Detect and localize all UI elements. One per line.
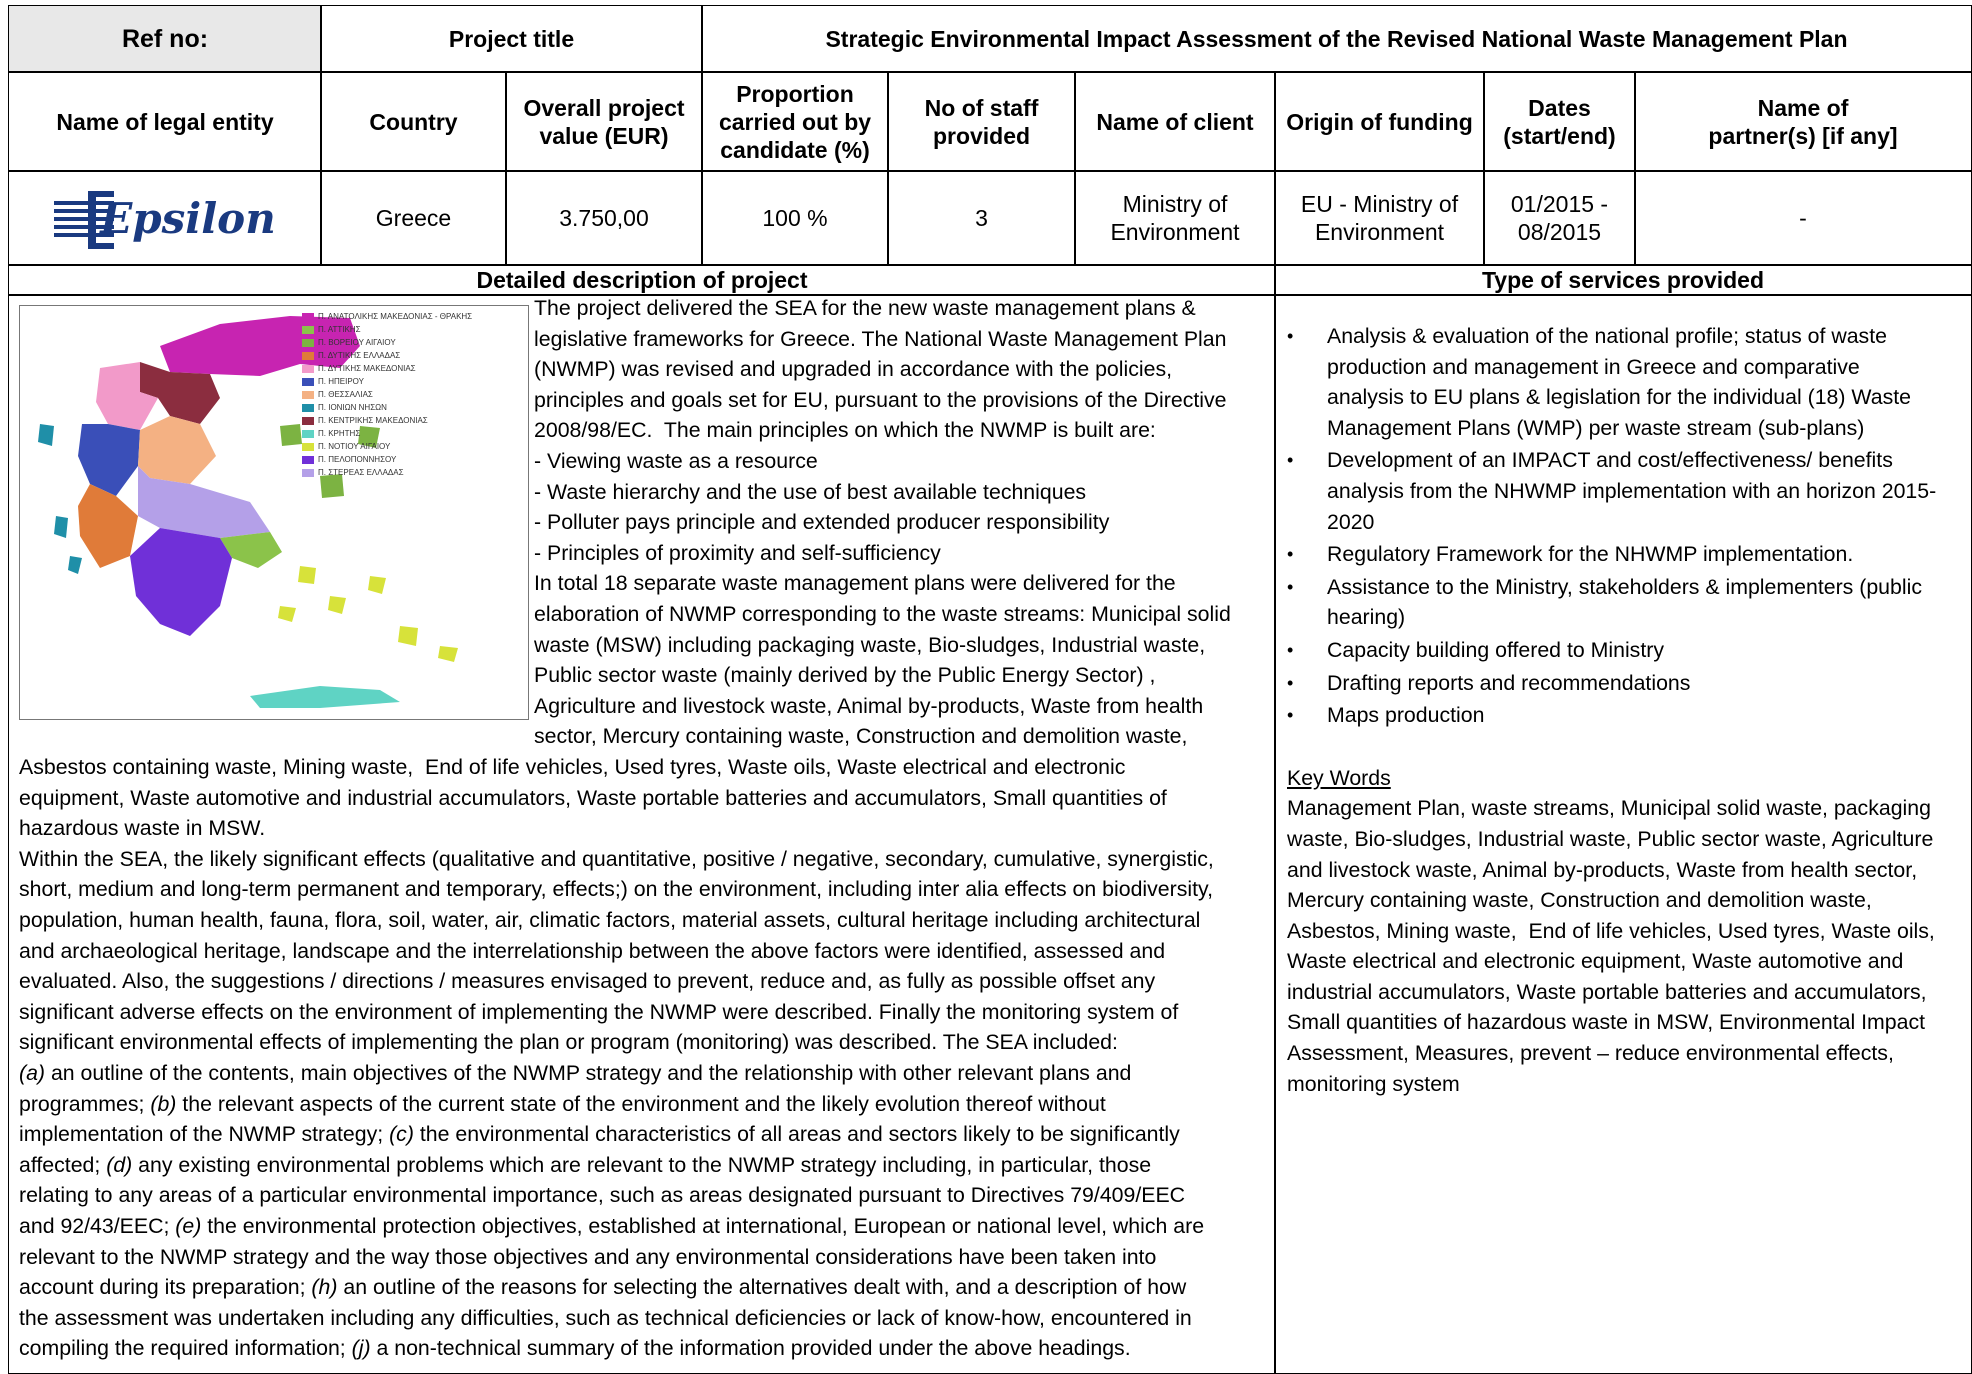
value-client: Ministry of Environment bbox=[1074, 170, 1276, 266]
description-line: evaluated. Also, the suggestions / directions / measures envisaged to prevent, reduce and, as fully as possible offset any bbox=[19, 969, 1156, 994]
item-text-pre: implementation of the NWMP strategy; bbox=[19, 1122, 390, 1147]
col-client: Name of client bbox=[1074, 71, 1276, 172]
services-list bbox=[1277, 321, 1967, 731]
section-services-header: Type of services provided bbox=[1274, 264, 1972, 296]
description-item-line bbox=[19, 1211, 1269, 1242]
service-item-line: • Assistance to the Ministry, stakeholders & implementers (public bbox=[1327, 574, 1922, 599]
legend-swatch bbox=[302, 326, 314, 334]
description-line: Asbestos containing waste, Mining waste, End of life vehicles, Used tyres, Waste oils, Waste electrical and electronic bbox=[19, 755, 1126, 779]
description-item-line bbox=[19, 1303, 1269, 1334]
description-text-beside-map bbox=[534, 293, 1274, 752]
description-item-line bbox=[19, 1150, 1269, 1181]
value-staff: 3 bbox=[887, 170, 1076, 266]
keywords-line: waste, Bio-sludges, Industrial waste, Public sector waste, Agriculture bbox=[1287, 826, 1934, 851]
legend-label: Π. ΠΕΛΟΠΟΝΝΗΣΟΥ bbox=[318, 455, 397, 464]
legend-swatch bbox=[302, 339, 314, 347]
service-item-line: analysis from the NHWMP implementation with an horizon 2015- bbox=[1327, 478, 1937, 503]
value-overall: 3.750,00 bbox=[505, 170, 703, 266]
service-item-line: analysis to EU plans & legislation for the individual (18) Waste bbox=[1327, 385, 1911, 410]
legend-swatch bbox=[302, 443, 314, 451]
legend-label: Π. ΣΤΕΡΕΑΣ ΕΛΛΑΔΑΣ bbox=[318, 468, 404, 477]
description-item-line bbox=[19, 1119, 1269, 1150]
legend-swatch bbox=[302, 352, 314, 360]
item-text: an outline of the reasons for selecting the alternatives dealt with, and a description of how bbox=[337, 1275, 1187, 1300]
map-legend-item bbox=[302, 310, 522, 323]
item-text-pre: the assessment was undertaken including any difficulties, such as technical deficiencies or lack of know-how, encountered in bbox=[19, 1305, 1192, 1330]
description-item-line bbox=[19, 1180, 1269, 1211]
item-label: (j) bbox=[351, 1336, 371, 1361]
item-label: (d) bbox=[106, 1152, 133, 1177]
keywords-line: Small quantities of hazardous waste in MSW, Environmental Impact bbox=[1287, 1010, 1926, 1035]
keywords-line: monitoring system bbox=[1287, 1071, 1460, 1096]
service-item bbox=[1277, 635, 1967, 666]
service-item-line: • Development of an IMPACT and cost/effectiveness/ benefits bbox=[1327, 448, 1893, 473]
keywords-title: Key Words bbox=[1287, 765, 1391, 790]
item-text-pre: account during its preparation; bbox=[19, 1275, 312, 1300]
keywords-line: Management Plan, waste streams, Municipal solid waste, packaging bbox=[1287, 796, 1931, 821]
description-item-line bbox=[19, 1242, 1269, 1273]
legend-label: Π. ΙΟΝΙΩΝ ΝΗΣΩΝ bbox=[318, 403, 387, 412]
item-text-pre: affected; bbox=[19, 1152, 107, 1177]
item-label: (b) bbox=[150, 1091, 177, 1116]
legend-label: Π. ΘΕΣΣΑΛΙΑΣ bbox=[318, 390, 373, 399]
value-funding: EU - Ministry of Environment bbox=[1274, 170, 1485, 266]
service-item-line: • Drafting reports and recommendations bbox=[1327, 670, 1691, 695]
col-country: Country bbox=[320, 71, 507, 172]
value-dates: 01/2015 - 08/2015 bbox=[1483, 170, 1636, 266]
item-label: (e) bbox=[175, 1213, 202, 1238]
map-legend-item bbox=[302, 414, 522, 427]
col-staff: No of staff provided bbox=[887, 71, 1076, 172]
project-reference-sheet bbox=[8, 5, 1972, 1365]
logo-wordmark: Epsilon bbox=[100, 193, 276, 243]
service-item-line: • Analysis & evaluation of the national profile; status of waste bbox=[1327, 324, 1887, 348]
item-text-pre: and 92/43/EEC; bbox=[19, 1213, 176, 1238]
legend-swatch bbox=[302, 404, 314, 412]
legend-label: Π. ΚΡΗΤΗΣ bbox=[318, 429, 361, 438]
project-title-value: Strategic Environmental Impact Assessment of the Revised National Waste Management Plan bbox=[701, 5, 1972, 73]
legend-label: Π. ΑΝΑΤΟΛΙΚΗΣ ΜΑΚΕΔΟΝΙΑΣ - ΘΡΑΚΗΣ bbox=[318, 312, 473, 321]
value-proportion: 100 % bbox=[701, 170, 889, 266]
legend-swatch bbox=[302, 430, 314, 438]
keywords-text bbox=[1277, 793, 1967, 1099]
service-item bbox=[1277, 539, 1967, 570]
services-body bbox=[1274, 294, 1972, 1374]
description-line: - Viewing waste as a resource bbox=[534, 448, 818, 473]
description-line: short, medium and long-term permanent and temporary, effects;) on the environment, including inter alia effects on biodiversity, bbox=[19, 877, 1214, 902]
col-legal-entity: Name of legal entity bbox=[8, 71, 322, 172]
col-proportion: Proportion carried out by candidate (%) bbox=[701, 71, 889, 172]
value-partners: - bbox=[1634, 170, 1972, 266]
col-dates: Dates (start/end) bbox=[1483, 71, 1636, 172]
item-text-pre: compiling the required information; bbox=[19, 1336, 352, 1361]
legend-swatch bbox=[302, 456, 314, 464]
item-text: the environmental protection objectives, established at international, European or national level, which are bbox=[201, 1213, 1205, 1238]
value-country: Greece bbox=[320, 170, 507, 266]
service-item-line: 2020 bbox=[1327, 509, 1375, 534]
item-text: a non-technical summary of the information provided under the above headings. bbox=[370, 1336, 1131, 1361]
map-legend-item bbox=[302, 440, 522, 453]
description-line: In total 18 separate waste management plans were delivered for the bbox=[534, 571, 1176, 596]
item-label: (c) bbox=[389, 1122, 414, 1147]
description-line: and archaeological heritage, landscape and the interrelationship between the above factors were identified, assessed and bbox=[19, 938, 1166, 963]
description-line: - Principles of proximity and self-sufficiency bbox=[534, 540, 941, 565]
legal-entity-logo bbox=[8, 170, 322, 266]
description-line: elaboration of NWMP corresponding to the waste streams: Municipal solid bbox=[534, 601, 1231, 626]
item-text-pre: programmes; bbox=[19, 1091, 151, 1116]
description-line: equipment, Waste automotive and industrial accumulators, Waste portable batteries and accumulators, Small quantities of bbox=[19, 785, 1167, 810]
description-line: - Polluter pays principle and extended producer responsibility bbox=[534, 510, 1110, 535]
map-legend-item bbox=[302, 362, 522, 375]
col-partners: Name of partner(s) [if any] bbox=[1634, 71, 1972, 172]
keywords-line: and livestock waste, Animal by-products, Waste from health sector, bbox=[1287, 857, 1918, 882]
service-item-line: Management Plans (WMP) per waste stream (sub-plans) bbox=[1327, 415, 1865, 440]
keywords-line: Assessment, Measures, prevent – reduce environmental effects, bbox=[1287, 1041, 1894, 1066]
keywords-line: Mercury containing waste, Construction and demolition waste, bbox=[1287, 888, 1872, 913]
description-line: Within the SEA, the likely significant effects (qualitative and quantitative, positive / negative, secondary, cumulative, synergistic, bbox=[19, 846, 1214, 871]
item-label: (h) bbox=[311, 1275, 338, 1300]
description-item-line bbox=[19, 1272, 1269, 1303]
ref-no-label: Ref no: bbox=[8, 5, 322, 73]
description-item-line bbox=[19, 1333, 1269, 1364]
col-funding: Origin of funding bbox=[1274, 71, 1485, 172]
legend-swatch bbox=[302, 313, 314, 321]
keywords-line: Waste electrical and electronic equipment, Waste automotive and bbox=[1287, 949, 1904, 974]
legend-label: Π. ΚΕΝΤΡΙΚΗΣ ΜΑΚΕΔΟΝΙΑΣ bbox=[318, 416, 428, 425]
map-legend-item bbox=[302, 375, 522, 388]
keywords-line: industrial accumulators, Waste portable batteries and accumulators, bbox=[1287, 979, 1927, 1004]
map-legend bbox=[302, 310, 522, 479]
col-overall-value: Overall project value (EUR) bbox=[505, 71, 703, 172]
map-legend-item bbox=[302, 453, 522, 466]
description-line: significant adverse effects on the environment of implementing the NWMP were described. Finally the monitoring system of bbox=[19, 999, 1179, 1024]
description-line: population, human health, fauna, flora, soil, water, air, climatic factors, material assets, cultural heritage including architectural bbox=[19, 907, 1201, 932]
greece-regions-map bbox=[19, 305, 529, 720]
service-item-line: • Regulatory Framework for the NHWMP implementation. bbox=[1327, 542, 1854, 567]
legend-swatch bbox=[302, 378, 314, 386]
legend-swatch bbox=[302, 391, 314, 399]
legend-label: Π. ΔΥΤΙΚΗΣ ΕΛΛΑΔΑΣ bbox=[318, 351, 401, 360]
legend-label: Π. ΒΟΡΕΙΟΥ ΑΙΓΑΙΟΥ bbox=[318, 338, 396, 347]
section-description-header: Detailed description of project bbox=[8, 264, 1276, 296]
legend-label: Π. ΔΥΤΙΚΗΣ ΜΑΚΕΔΟΝΙΑΣ bbox=[318, 364, 416, 373]
item-text: any existing environmental problems which are relevant to the NWMP strategy including, in particular, those bbox=[132, 1152, 1152, 1177]
service-item-line: • Capacity building offered to Ministry bbox=[1327, 637, 1664, 662]
description-line: legislative frameworks for Greece. The National Waste Management Plan bbox=[534, 326, 1227, 351]
project-title-label: Project title bbox=[320, 5, 703, 73]
map-legend-item bbox=[302, 466, 522, 479]
legend-swatch bbox=[302, 417, 314, 425]
item-text: an outline of the contents, main objectives of the NWMP strategy and the relationship with other relevant plans and bbox=[45, 1060, 1132, 1085]
map-legend-item bbox=[302, 323, 522, 336]
description-line: 2008/98/EC. The main principles on which the NWMP is built are: bbox=[534, 418, 1156, 443]
legend-swatch bbox=[302, 469, 314, 477]
item-text-pre: relevant to the NWMP strategy and the way those objectives and any environmental considerations have been taken into bbox=[19, 1244, 1157, 1269]
service-item bbox=[1277, 700, 1967, 731]
map-legend-item bbox=[302, 336, 522, 349]
legend-label: Π. ΗΠΕΙΡΟΥ bbox=[318, 377, 364, 386]
description-line: - Waste hierarchy and the use of best available techniques bbox=[534, 479, 1087, 504]
map-legend-item bbox=[302, 401, 522, 414]
service-item bbox=[1277, 445, 1967, 537]
description-line: The project delivered the SEA for the new waste management plans & bbox=[534, 296, 1196, 320]
item-text: the environmental characteristics of all areas and sectors likely to be significantly bbox=[413, 1122, 1180, 1147]
description-line: (NWMP) was revised and upgraded in accordance with the policies, bbox=[534, 357, 1173, 382]
description-item-line bbox=[19, 1089, 1269, 1120]
service-item bbox=[1277, 572, 1967, 633]
item-text: the relevant aspects of the current state of the environment and the likely evolution thereof without bbox=[176, 1091, 1106, 1116]
description-body bbox=[8, 294, 1276, 1374]
legend-label: Π. ΝΟΤΙΟΥ ΑΙΓΑΙΟΥ bbox=[318, 442, 391, 451]
map-legend-item bbox=[302, 388, 522, 401]
service-item-line: production and management in Greece and comparative bbox=[1327, 354, 1860, 379]
map-legend-item bbox=[302, 427, 522, 440]
description-text-full-width bbox=[19, 752, 1269, 1364]
legend-swatch bbox=[302, 365, 314, 373]
item-text-pre: relating to any areas of a particular environmental importance, such as areas designated pursuant to Directives 79/409/EEC bbox=[19, 1183, 1186, 1208]
legend-label: Π. ΑΤΤΙΚΗΣ bbox=[318, 325, 361, 334]
description-item-line bbox=[19, 1058, 1269, 1089]
description-line: sector, Mercury containing waste, Construction and demolition waste, bbox=[534, 724, 1188, 749]
service-item bbox=[1277, 668, 1967, 699]
description-line: principles and goals set for EU, pursuant to the provisions of the Directive bbox=[534, 387, 1227, 412]
service-item bbox=[1277, 321, 1967, 443]
description-line: hazardous waste in MSW. bbox=[19, 816, 266, 841]
description-line: significant environmental effects of implementing the plan or program (monitoring) was described. The SEA included: bbox=[19, 1030, 1118, 1055]
keywords-line: Asbestos, Mining waste, End of life vehicles, Used tyres, Waste oils, bbox=[1287, 918, 1935, 943]
service-item-line: hearing) bbox=[1327, 605, 1406, 630]
map-legend-item bbox=[302, 349, 522, 362]
item-label: (a) bbox=[19, 1060, 46, 1085]
description-line: waste (MSW) including packaging waste, Bio-sludges, Industrial waste, bbox=[534, 632, 1206, 657]
description-line: Public sector waste (mainly derived by the Public Energy Sector) , bbox=[534, 663, 1156, 688]
service-item-line: • Maps production bbox=[1327, 703, 1485, 728]
description-line: Agriculture and livestock waste, Animal by-products, Waste from health bbox=[534, 693, 1204, 718]
